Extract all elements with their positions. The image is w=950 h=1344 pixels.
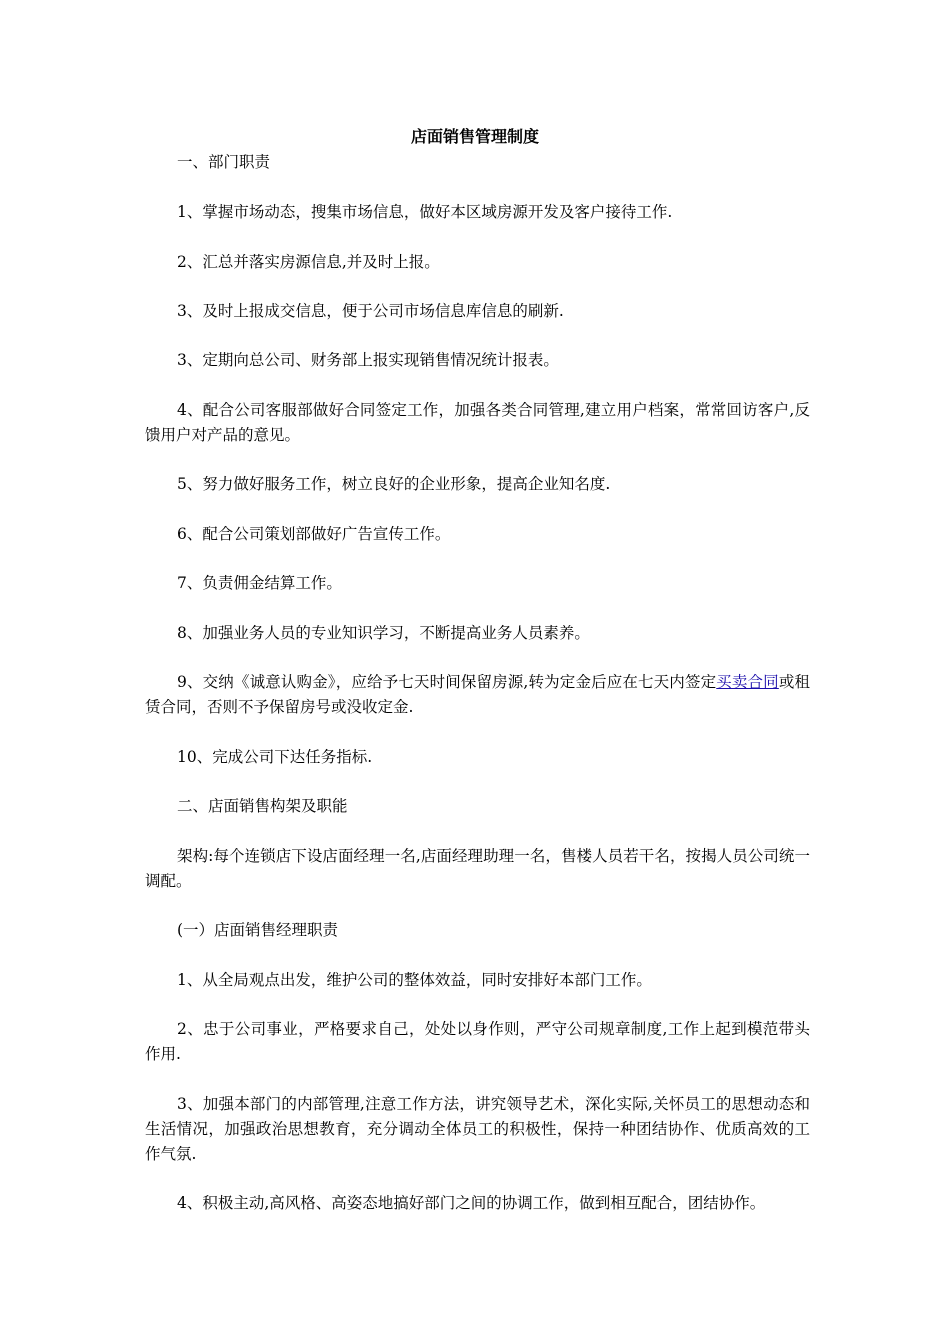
paragraph: 2、汇总并落实房源信息,并及时上报。 [177, 253, 440, 271]
paragraph: 1、掌握市场动态，搜集市场信息，做好本区域房源开发及客户接待工作. [177, 203, 673, 221]
section-heading-structure: 二、店面销售构架及职能 [177, 797, 348, 815]
paragraph: 2、忠于公司事业，严格要求自己，处处以身作则，严守公司规章制度,工作上起到模范带头作用. [145, 1020, 810, 1063]
paragraph-text: 9、交纳《诚意认购金》，应给予七天时间保留房源,转为定金后应在七天内签定 [177, 673, 717, 691]
paragraph: 8、加强业务人员的专业知识学习，不断提高业务人员素养。 [177, 624, 590, 642]
sales-contract-link[interactable]: 买卖合同 [716, 673, 779, 691]
paragraph: 10、完成公司下达任务指标. [177, 748, 373, 766]
paragraph: 架构:每个连锁店下设店面经理一名,店面经理助理一名，售楼人员若干名，按揭人员公司统一调配。 [145, 847, 810, 890]
paragraph: 1、从全局观点出发，维护公司的整体效益，同时安排好本部门工作。 [177, 971, 652, 989]
paragraph: 7、负责佣金结算工作。 [177, 574, 342, 592]
paragraph: 3、及时上报成交信息，便于公司市场信息库信息的刷新. [177, 302, 564, 320]
paragraph: 5、努力做好服务工作，树立良好的企业形象，提高企业知名度. [177, 475, 611, 493]
document-title: 店面销售管理制度 [410, 127, 539, 146]
paragraph: 3、定期向总公司、财务部上报实现销售情况统计报表。 [177, 351, 559, 369]
paragraph: 4、积极主动,高风格、高姿态地搞好部门之间的协调工作，做到相互配合，团结协作。 [177, 1194, 766, 1212]
paragraph-text: 或租赁合同，否则不予保留房号或没收定金. [145, 673, 810, 716]
paragraph-with-link [145, 670, 810, 720]
paragraph: 6、配合公司策划部做好广告宣传工作。 [177, 525, 451, 543]
subsection-heading-manager-duties: (一）店面销售经理职责 [177, 921, 339, 939]
paragraph: 4、配合公司客服部做好合同签定工作，加强各类合同管理,建立用户档案，常常回访客户,反馈用户对产品的意见。 [145, 401, 810, 444]
section-heading-dept-duties: 一、部门职责 [177, 153, 271, 171]
paragraph: 3、加强本部门的内部管理,注意工作方法，讲究领导艺术，深化实际,关怀员工的思想动态和生活情况，加强政治思想教育，充分调动全体员工的积极性，保持一种团结协作、优质高效的工作气氛. [145, 1095, 810, 1163]
